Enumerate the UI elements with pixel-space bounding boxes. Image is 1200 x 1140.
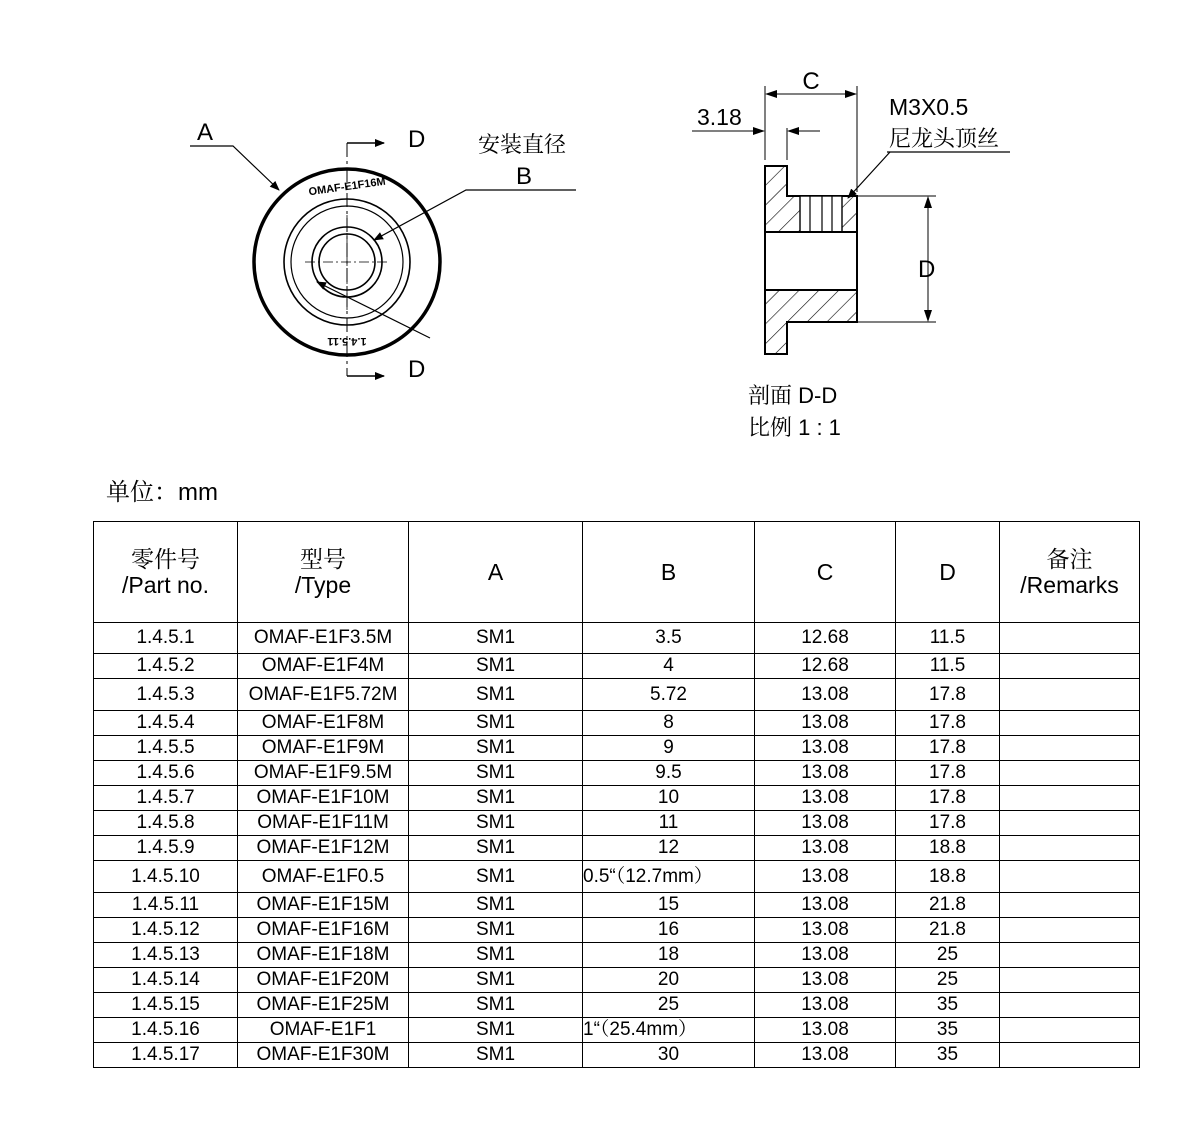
thread-hole — [800, 196, 842, 232]
cell-b: 5.72 — [583, 679, 755, 711]
table-row — [94, 1018, 1140, 1043]
cell-remarks — [1000, 943, 1140, 968]
label-d-bottom: D — [408, 356, 426, 383]
cell-c: 12.68 — [755, 654, 896, 679]
table-row — [94, 761, 1140, 786]
cell-remarks — [1000, 893, 1140, 918]
section-scale: 比例 1 : 1 — [748, 415, 841, 440]
table-row — [94, 968, 1140, 993]
cell-part-no: 1.4.5.7 — [94, 786, 238, 811]
label-c: C — [802, 68, 820, 95]
cell-d: 17.8 — [896, 711, 1000, 736]
cell-a: SM1 — [409, 786, 583, 811]
cell-type: OMAF-E1F25M — [238, 993, 409, 1018]
cell-c: 13.08 — [755, 1018, 896, 1043]
cell-type: OMAF-E1F1 — [238, 1018, 409, 1043]
cell-remarks — [1000, 786, 1140, 811]
table-header-row — [94, 522, 1140, 623]
cell-d: 17.8 — [896, 679, 1000, 711]
cell-type: OMAF-E1F20M — [238, 968, 409, 993]
cell-type: OMAF-E1F30M — [238, 1043, 409, 1068]
cell-part-no: 1.4.5.5 — [94, 736, 238, 761]
cell-remarks — [1000, 761, 1140, 786]
label-d-top: D — [408, 126, 426, 153]
cell-d: 25 — [896, 943, 1000, 968]
cell-remarks — [1000, 654, 1140, 679]
table-row — [94, 893, 1140, 918]
cell-type: OMAF-E1F9M — [238, 736, 409, 761]
cell-a: SM1 — [409, 761, 583, 786]
cell-d: 17.8 — [896, 811, 1000, 836]
cell-a: SM1 — [409, 1043, 583, 1068]
leader-a — [190, 146, 279, 190]
cell-c: 13.08 — [755, 1043, 896, 1068]
cell-remarks — [1000, 623, 1140, 654]
cell-part-no: 1.4.5.10 — [94, 861, 238, 893]
cell-d: 17.8 — [896, 786, 1000, 811]
cell-d: 25 — [896, 968, 1000, 993]
cell-c: 13.08 — [755, 861, 896, 893]
cell-a: SM1 — [409, 893, 583, 918]
cell-remarks — [1000, 811, 1140, 836]
cell-c: 13.08 — [755, 761, 896, 786]
cell-remarks — [1000, 1043, 1140, 1068]
cell-type: OMAF-E1F11M — [238, 811, 409, 836]
cell-remarks — [1000, 1018, 1140, 1043]
table-row — [94, 679, 1140, 711]
section-view — [692, 68, 1010, 440]
cell-type: OMAF-E1F12M — [238, 836, 409, 861]
cell-b: 10 — [583, 786, 755, 811]
cell-b: 30 — [583, 1043, 755, 1068]
header-b: B — [583, 522, 755, 623]
cell-b: 25 — [583, 993, 755, 1018]
cell-type: OMAF-E1F4M — [238, 654, 409, 679]
cell-part-no: 1.4.5.17 — [94, 1043, 238, 1068]
cell-type: OMAF-E1F0.5 — [238, 861, 409, 893]
cell-part-no: 1.4.5.8 — [94, 811, 238, 836]
cell-part-no: 1.4.5.12 — [94, 918, 238, 943]
table-row — [94, 811, 1140, 836]
cell-part-no: 1.4.5.3 — [94, 679, 238, 711]
cell-b: 0.5“（12.7mm） — [583, 861, 755, 893]
table-row — [94, 623, 1140, 654]
cell-remarks — [1000, 861, 1140, 893]
cell-part-no: 1.4.5.4 — [94, 711, 238, 736]
label-d-section: D — [918, 256, 936, 283]
cell-a: SM1 — [409, 711, 583, 736]
cell-b: 11 — [583, 811, 755, 836]
table-row — [94, 993, 1140, 1018]
leader-screw — [848, 152, 890, 198]
engraving-top: OMAF-E1F16M — [307, 175, 387, 199]
cell-type: OMAF-E1F5.72M — [238, 679, 409, 711]
cell-d: 17.8 — [896, 736, 1000, 761]
header-type: 型号 /Type — [238, 522, 409, 623]
cell-d: 35 — [896, 993, 1000, 1018]
header-c: C — [755, 522, 896, 623]
cell-d: 17.8 — [896, 761, 1000, 786]
label-screw: M3X0.5 — [889, 94, 969, 120]
dim-c-arrow-right — [845, 90, 857, 98]
cell-a: SM1 — [409, 736, 583, 761]
cell-c: 13.08 — [755, 836, 896, 861]
dim-318-arrow-left — [753, 127, 765, 135]
cell-b: 15 — [583, 893, 755, 918]
cell-d: 11.5 — [896, 654, 1000, 679]
cell-a: SM1 — [409, 943, 583, 968]
cell-a: SM1 — [409, 654, 583, 679]
cell-part-no: 1.4.5.15 — [94, 993, 238, 1018]
cell-type: OMAF-E1F9.5M — [238, 761, 409, 786]
cell-a: SM1 — [409, 1018, 583, 1043]
cell-part-no: 1.4.5.2 — [94, 654, 238, 679]
cell-c: 13.08 — [755, 943, 896, 968]
cell-a: SM1 — [409, 679, 583, 711]
cell-c: 13.08 — [755, 968, 896, 993]
cell-d: 21.8 — [896, 918, 1000, 943]
cell-remarks — [1000, 679, 1140, 711]
table-row — [94, 786, 1140, 811]
bore-diameter-line — [317, 282, 430, 338]
cell-b: 9.5 — [583, 761, 755, 786]
technical-drawing — [0, 0, 1200, 460]
cell-c: 13.08 — [755, 811, 896, 836]
cell-b: 20 — [583, 968, 755, 993]
cell-a: SM1 — [409, 811, 583, 836]
cell-c: 13.08 — [755, 918, 896, 943]
cell-part-no: 1.4.5.13 — [94, 943, 238, 968]
cell-type: OMAF-E1F15M — [238, 893, 409, 918]
dim-d-arrow-top — [924, 196, 932, 208]
label-mount-diameter: 安装直径 — [478, 132, 567, 157]
cell-c: 13.08 — [755, 736, 896, 761]
unit-label: 单位：mm — [106, 479, 218, 506]
table-row — [94, 1043, 1140, 1068]
label-screw-desc: 尼龙头顶丝 — [889, 126, 1000, 151]
cell-part-no: 1.4.5.11 — [94, 893, 238, 918]
cell-a: SM1 — [409, 918, 583, 943]
cell-d: 11.5 — [896, 623, 1000, 654]
cell-type: OMAF-E1F8M — [238, 711, 409, 736]
cell-type: OMAF-E1F18M — [238, 943, 409, 968]
cell-type: OMAF-E1F16M — [238, 918, 409, 943]
cell-c: 13.08 — [755, 711, 896, 736]
cell-b: 18 — [583, 943, 755, 968]
header-part-no: 零件号 /Part no. — [94, 522, 238, 623]
cell-part-no: 1.4.5.16 — [94, 1018, 238, 1043]
header-remarks: 备注 /Remarks — [1000, 522, 1140, 623]
cell-d: 35 — [896, 1043, 1000, 1068]
engraving-bottom: 1.4.5.11 — [327, 335, 367, 347]
spec-table — [93, 521, 1140, 1068]
section-title: 剖面 D-D — [748, 383, 838, 408]
cell-c: 13.08 — [755, 993, 896, 1018]
cell-part-no: 1.4.5.14 — [94, 968, 238, 993]
cell-remarks — [1000, 993, 1140, 1018]
cell-b: 9 — [583, 736, 755, 761]
cell-a: SM1 — [409, 623, 583, 654]
label-b: B — [516, 163, 533, 190]
cell-remarks — [1000, 736, 1140, 761]
cell-c: 13.08 — [755, 679, 896, 711]
cell-remarks — [1000, 711, 1140, 736]
table-row — [94, 943, 1140, 968]
label-a: A — [197, 119, 214, 146]
cell-a: SM1 — [409, 836, 583, 861]
table-row — [94, 711, 1140, 736]
cell-c: 12.68 — [755, 623, 896, 654]
cell-type: OMAF-E1F3.5M — [238, 623, 409, 654]
cell-d: 18.8 — [896, 861, 1000, 893]
table-row — [94, 836, 1140, 861]
header-d: D — [896, 522, 1000, 623]
cell-b: 16 — [583, 918, 755, 943]
cell-b: 4 — [583, 654, 755, 679]
table-row — [94, 918, 1140, 943]
section-lower-wall — [765, 290, 857, 354]
dim-c-arrow-left — [765, 90, 777, 98]
cell-b: 3.5 — [583, 623, 755, 654]
cell-d: 35 — [896, 1018, 1000, 1043]
cell-a: SM1 — [409, 968, 583, 993]
cell-b: 8 — [583, 711, 755, 736]
cell-remarks — [1000, 968, 1140, 993]
leader-b — [374, 190, 576, 240]
cell-a: SM1 — [409, 993, 583, 1018]
table-row — [94, 861, 1140, 893]
cell-d: 21.8 — [896, 893, 1000, 918]
cell-remarks — [1000, 836, 1140, 861]
table-row — [94, 736, 1140, 761]
cell-part-no: 1.4.5.6 — [94, 761, 238, 786]
dim-318-arrow-right — [787, 127, 799, 135]
cell-d: 18.8 — [896, 836, 1000, 861]
label-318: 3.18 — [697, 104, 742, 130]
cell-c: 13.08 — [755, 786, 896, 811]
header-a: A — [409, 522, 583, 623]
cell-remarks — [1000, 918, 1140, 943]
cell-b: 1“（25.4mm） — [583, 1018, 755, 1043]
cell-part-no: 1.4.5.9 — [94, 836, 238, 861]
cell-part-no: 1.4.5.1 — [94, 623, 238, 654]
cell-b: 12 — [583, 836, 755, 861]
table-row — [94, 654, 1140, 679]
dim-d-arrow-bottom — [924, 310, 932, 322]
cell-type: OMAF-E1F10M — [238, 786, 409, 811]
cell-a: SM1 — [409, 861, 583, 893]
cell-c: 13.08 — [755, 893, 896, 918]
front-view — [190, 119, 576, 383]
